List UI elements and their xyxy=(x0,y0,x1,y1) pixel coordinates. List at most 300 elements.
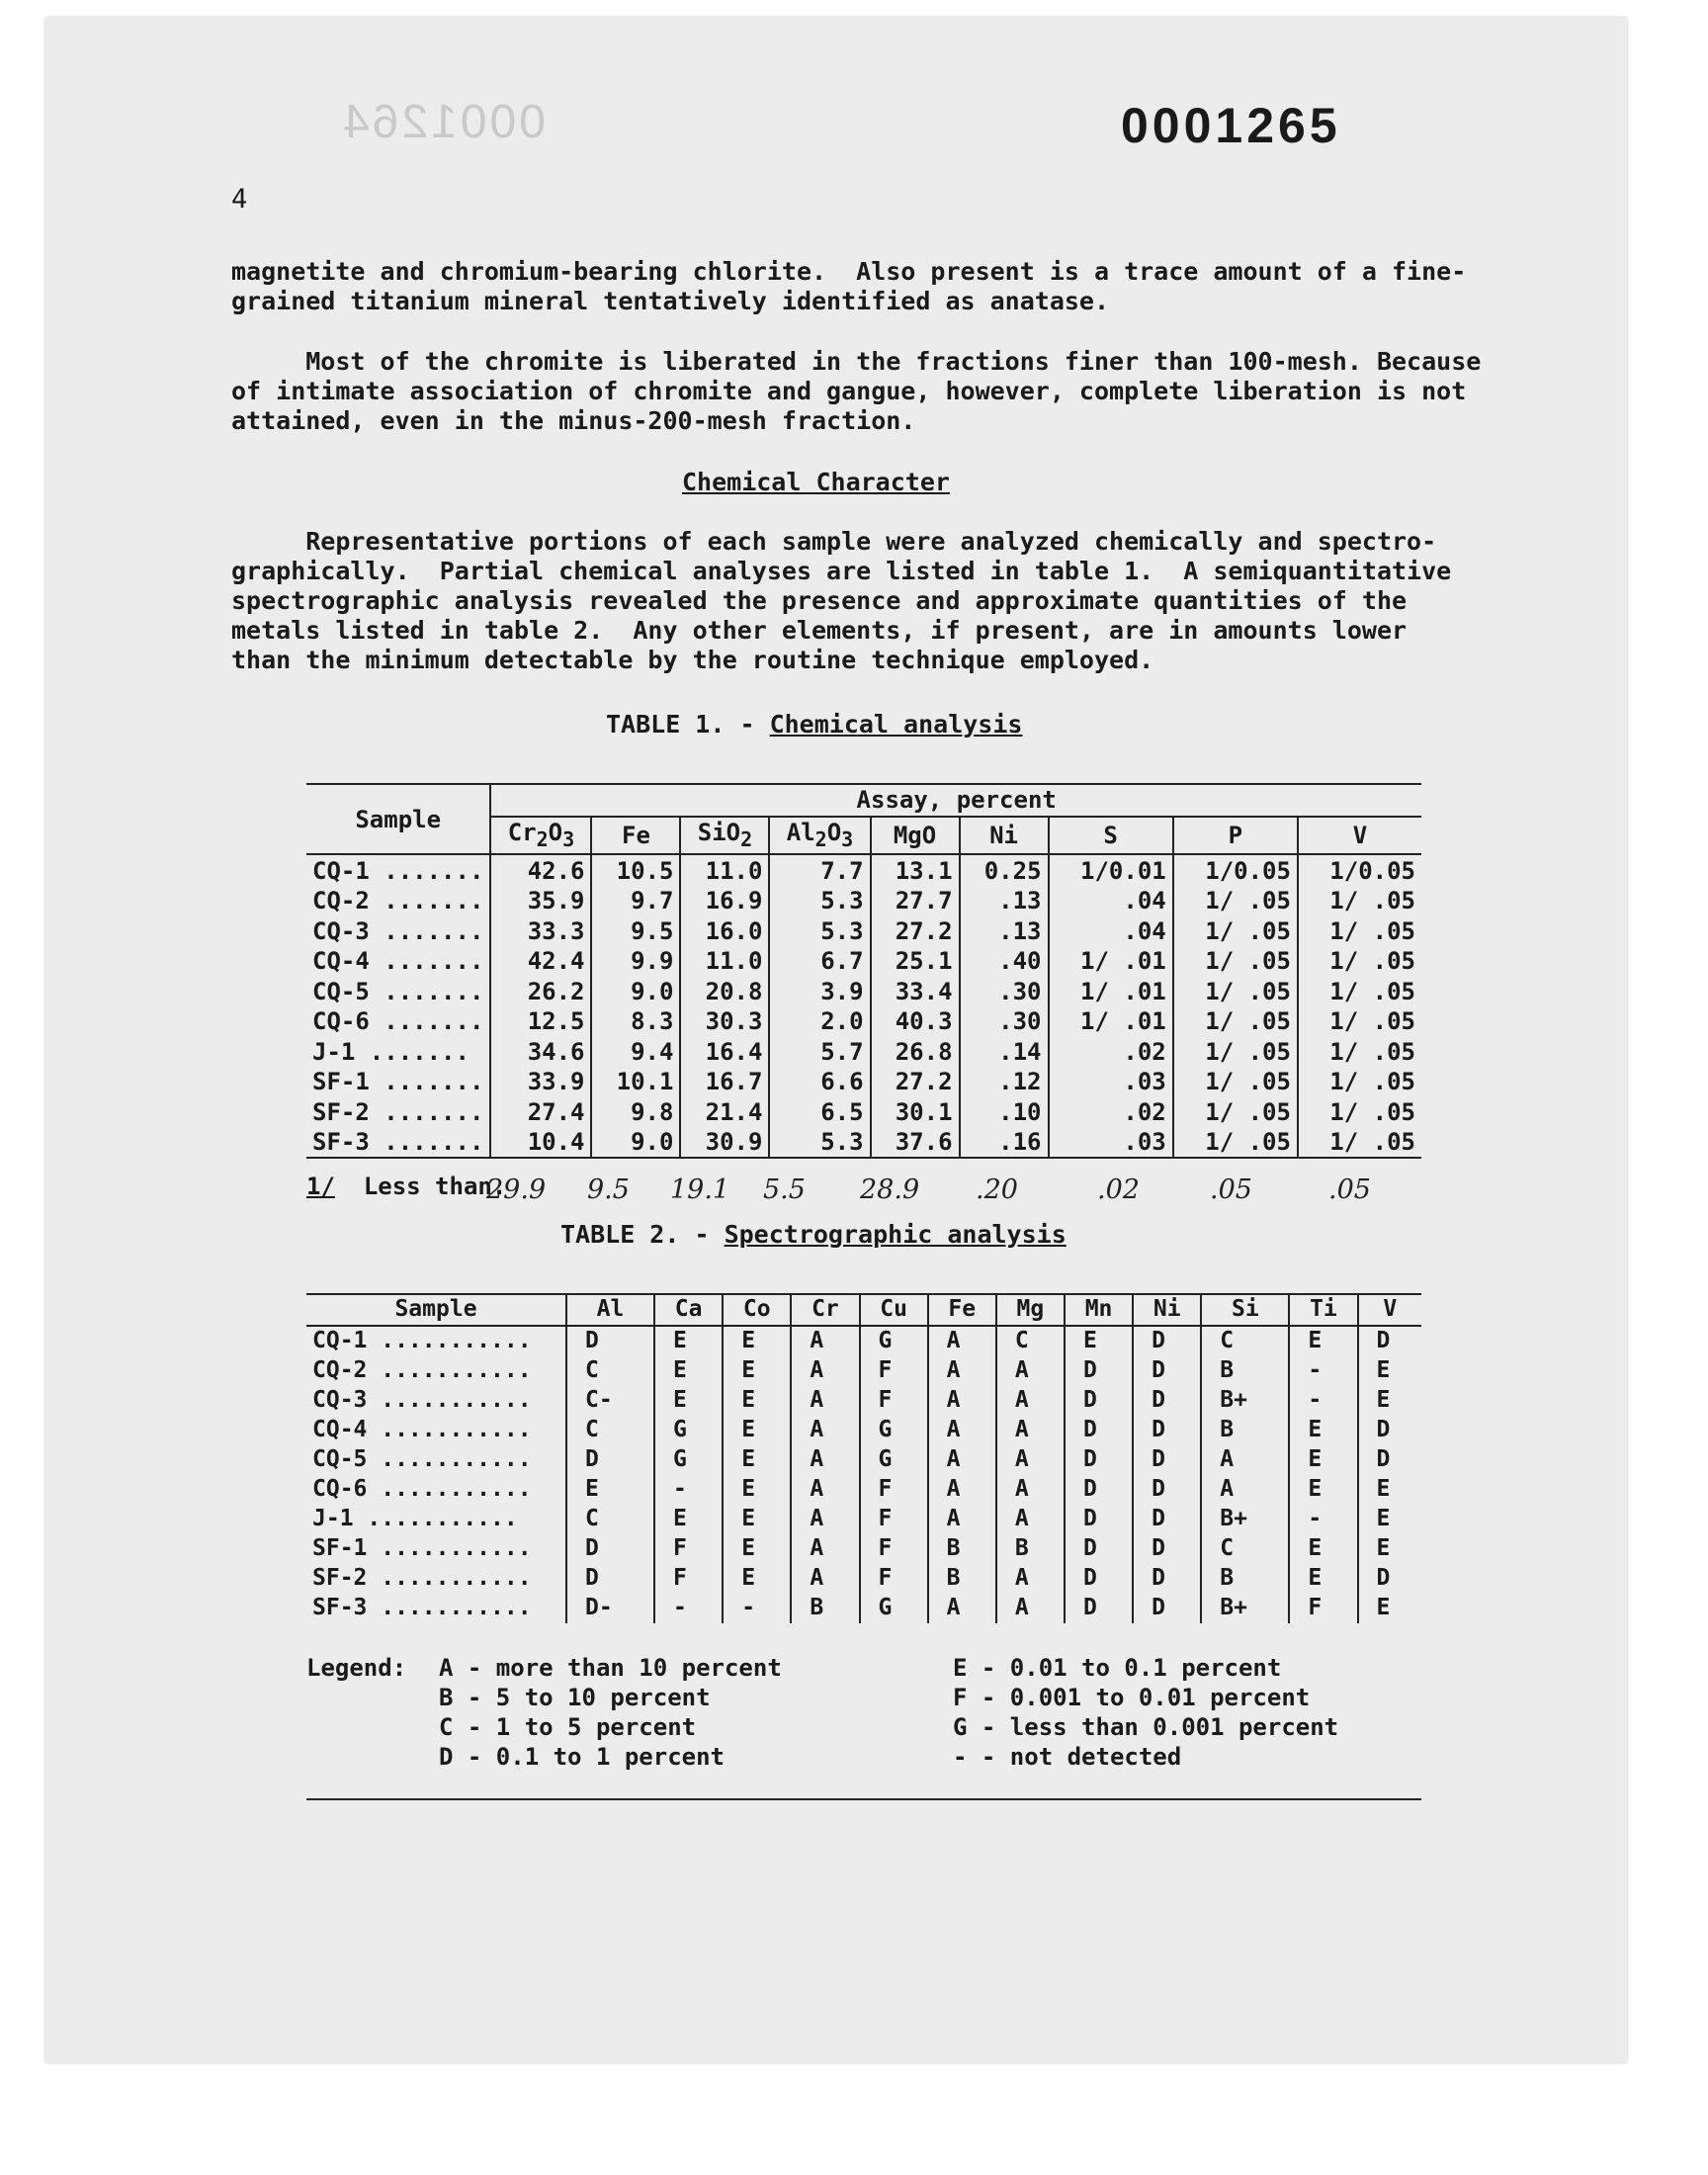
table-row xyxy=(306,1445,1421,1475)
grade-cell: A xyxy=(996,1505,1065,1534)
grade-cell: C xyxy=(566,1356,654,1386)
assay-cell: 1/ .05 xyxy=(1173,1127,1298,1159)
assay-cell: 10.1 xyxy=(591,1067,680,1097)
grade-cell: B xyxy=(1201,1564,1289,1594)
table-row xyxy=(306,1356,1421,1386)
text-line: graphically. Partial chemical analyses are listed in table 1. A semiquantitative xyxy=(231,557,1452,585)
grade-cell: B+ xyxy=(1201,1505,1289,1534)
column-header-cr: Cr xyxy=(791,1294,859,1326)
column-header-co: Co xyxy=(723,1294,791,1326)
grade-cell: - xyxy=(1289,1356,1357,1386)
page-number: 4 xyxy=(231,184,248,215)
assay-cell: 16.7 xyxy=(680,1067,769,1097)
assay-cell: 9.9 xyxy=(591,946,680,977)
table-row xyxy=(306,915,1421,946)
grade-cell: E xyxy=(1289,1475,1357,1505)
sample-cell: J-1 ........... xyxy=(312,1506,518,1532)
assay-cell: 30.9 xyxy=(680,1127,769,1159)
assay-cell: 9.4 xyxy=(591,1036,680,1067)
column-header-s: S xyxy=(1049,817,1173,855)
sample-cell: SF-1 ....... xyxy=(312,1068,484,1096)
grade-cell: - xyxy=(1289,1505,1357,1534)
column-header-ni: Ni xyxy=(960,817,1049,855)
grade-cell: B xyxy=(1201,1416,1289,1445)
grade-cell: G xyxy=(860,1326,928,1356)
assay-cell: 9.5 xyxy=(591,915,680,946)
assay-cell: 30.1 xyxy=(871,1096,960,1127)
grade-cell: D xyxy=(1358,1416,1422,1445)
table-row xyxy=(306,1326,1421,1356)
assay-cell: 5.7 xyxy=(769,1036,870,1067)
assay-cell: 11.0 xyxy=(680,946,769,977)
sample-cell: CQ-4 ........... xyxy=(312,1417,532,1443)
grade-cell: E xyxy=(723,1326,791,1356)
assay-cell: 10.4 xyxy=(490,1127,591,1159)
grade-cell: D xyxy=(1358,1445,1422,1475)
sample-cell: SF-3 ........... xyxy=(312,1595,532,1621)
grade-cell: E xyxy=(566,1475,654,1505)
table2-sample-header: Sample xyxy=(306,1294,566,1326)
grade-cell: A xyxy=(928,1416,996,1445)
grade-cell: D xyxy=(1065,1475,1133,1505)
assay-cell: 1/ .05 xyxy=(1173,946,1298,977)
grade-cell: E xyxy=(1289,1564,1357,1594)
grade-cell: E xyxy=(723,1356,791,1386)
assay-cell: 5.3 xyxy=(769,915,870,946)
assay-cell: 1/ .05 xyxy=(1173,976,1298,1006)
assay-cell: .12 xyxy=(960,1067,1049,1097)
assay-cell: 6.6 xyxy=(769,1067,870,1097)
assay-cell: 1/0.05 xyxy=(1173,854,1298,886)
grade-cell: E xyxy=(723,1534,791,1564)
assay-cell: 2.0 xyxy=(769,1006,870,1037)
assay-cell: 6.7 xyxy=(769,946,870,977)
grade-cell: E xyxy=(654,1326,723,1356)
grade-cell: - xyxy=(723,1594,791,1623)
grade-cell: G xyxy=(860,1594,928,1623)
table-row xyxy=(306,1036,1421,1067)
grade-cell: F xyxy=(860,1386,928,1416)
handwritten-total: 28.9 xyxy=(860,1174,920,1205)
column-header-p: P xyxy=(1173,817,1298,855)
table-row xyxy=(306,1475,1421,1505)
grade-cell: F xyxy=(860,1475,928,1505)
grade-cell: D xyxy=(1358,1326,1422,1356)
table1-body xyxy=(306,854,1421,1158)
grade-cell: F xyxy=(860,1505,928,1534)
grade-cell: E xyxy=(723,1475,791,1505)
grade-cell: B xyxy=(928,1534,996,1564)
assay-cell: 1/ .05 xyxy=(1173,1036,1298,1067)
grade-cell: C xyxy=(566,1416,654,1445)
paragraph-analysis xyxy=(231,527,1516,675)
table-row xyxy=(306,854,1421,886)
column-header-v: V xyxy=(1298,817,1421,855)
grade-cell: A xyxy=(928,1326,996,1356)
column-header-al2o3: $Al_2O_3$ xyxy=(769,817,870,855)
grade-cell: D xyxy=(1133,1416,1201,1445)
column-header-si: Si xyxy=(1201,1294,1289,1326)
table2-title-prefix: TABLE 2. - xyxy=(560,1220,725,1249)
grade-cell: C xyxy=(1201,1326,1289,1356)
assay-cell: 20.8 xyxy=(680,976,769,1006)
assay-cell: 8.3 xyxy=(591,1006,680,1037)
grade-cell: G xyxy=(654,1416,723,1445)
grade-cell: E xyxy=(1358,1356,1422,1386)
table-row xyxy=(306,1006,1421,1037)
grade-cell: A xyxy=(928,1594,996,1623)
assay-cell: 1/ .05 xyxy=(1298,886,1421,916)
assay-cell: 1/0.05 xyxy=(1298,854,1421,886)
grade-cell: D xyxy=(1133,1594,1201,1623)
grade-cell: D xyxy=(1133,1534,1201,1564)
grade-cell: D xyxy=(1133,1386,1201,1416)
grade-cell: F xyxy=(860,1356,928,1386)
sample-cell: CQ-5 ....... xyxy=(312,977,484,1005)
legend-label: Legend: xyxy=(306,1654,407,1682)
assay-cell: 1/ .05 xyxy=(1298,1096,1421,1127)
assay-cell: 33.4 xyxy=(871,976,960,1006)
grade-cell: E xyxy=(723,1386,791,1416)
handwritten-total: .05 xyxy=(1328,1174,1371,1205)
table2-title xyxy=(560,1220,1067,1249)
legend-item: E - 0.01 to 0.1 percent xyxy=(953,1654,1282,1682)
assay-cell: 40.3 xyxy=(871,1006,960,1037)
legend-column-left xyxy=(439,1653,782,1772)
grade-cell: A xyxy=(928,1356,996,1386)
assay-cell: 9.8 xyxy=(591,1096,680,1127)
column-header-mgo: MgO xyxy=(871,817,960,855)
grade-cell: F xyxy=(654,1534,723,1564)
table2-header-row xyxy=(306,1294,1421,1326)
grade-cell: A xyxy=(791,1326,859,1356)
grade-cell: A xyxy=(791,1445,859,1475)
grade-cell: A xyxy=(928,1475,996,1505)
grade-cell: D xyxy=(1065,1534,1133,1564)
assay-cell: 25.1 xyxy=(871,946,960,977)
grade-cell: D xyxy=(1065,1386,1133,1416)
grade-cell: E xyxy=(1358,1505,1422,1534)
grade-cell: F xyxy=(860,1534,928,1564)
text-line: Representative portions of each sample were analyzed chemically and spectro- xyxy=(231,527,1437,556)
grade-cell: D xyxy=(1065,1594,1133,1623)
assay-cell: 5.3 xyxy=(769,886,870,916)
grade-cell: A xyxy=(791,1505,859,1534)
table1-title-text: Chemical analysis xyxy=(769,710,1023,739)
assay-cell: 26.8 xyxy=(871,1036,960,1067)
grade-cell: D xyxy=(1133,1445,1201,1475)
grade-cell: E xyxy=(654,1356,723,1386)
sample-cell: SF-3 ....... xyxy=(312,1128,484,1157)
text-line: magnetite and chromium-bearing chlorite. Also present is a trace amount of a fine- xyxy=(231,257,1467,286)
grade-cell: E xyxy=(1358,1386,1422,1416)
assay-cell: 1/ .01 xyxy=(1049,976,1173,1006)
assay-cell: 5.3 xyxy=(769,1127,870,1159)
grade-cell: B xyxy=(1201,1356,1289,1386)
column-header-cr2o3: $Cr_2O_3$ xyxy=(490,817,591,855)
grade-cell: D xyxy=(1065,1445,1133,1475)
sample-cell: CQ-2 ....... xyxy=(312,887,484,915)
grade-cell: E xyxy=(723,1505,791,1534)
column-header-ti: Ti xyxy=(1289,1294,1357,1326)
grade-cell: E xyxy=(1065,1326,1133,1356)
text-line: attained, even in the minus-200-mesh fraction. xyxy=(231,406,916,435)
sample-cell: SF-1 ........... xyxy=(312,1535,532,1562)
sample-cell: CQ-2 ........... xyxy=(312,1357,532,1384)
footnote-mark: 1/ xyxy=(306,1173,335,1200)
assay-cell: 12.5 xyxy=(490,1006,591,1037)
sample-cell: J-1 ....... xyxy=(312,1037,470,1066)
column-header-mg: Mg xyxy=(996,1294,1065,1326)
grade-cell: D xyxy=(1133,1475,1201,1505)
sample-cell: CQ-1 ....... xyxy=(312,856,484,885)
text-line: grained titanium mineral tentatively identified as anatase. xyxy=(231,287,1110,315)
sample-cell: CQ-4 ....... xyxy=(312,947,484,976)
grade-cell: E xyxy=(1358,1475,1422,1505)
sample-cell: CQ-3 ....... xyxy=(312,916,484,945)
grade-cell: E xyxy=(1289,1534,1357,1564)
grade-cell: D xyxy=(566,1564,654,1594)
table-row xyxy=(306,1534,1421,1564)
grade-cell: G xyxy=(860,1445,928,1475)
assay-cell: 0.25 xyxy=(960,854,1049,886)
grade-cell: D xyxy=(1133,1356,1201,1386)
text-line: Most of the chromite is liberated in the fractions finer than 100-mesh. Because xyxy=(231,347,1482,376)
table1-group-header: Assay, percent xyxy=(490,784,1421,817)
assay-cell: 27.2 xyxy=(871,915,960,946)
column-header-al: Al xyxy=(566,1294,654,1326)
grade-cell: A xyxy=(791,1534,859,1564)
assay-cell: 10.5 xyxy=(591,854,680,886)
grade-cell: B xyxy=(791,1594,859,1623)
table-row xyxy=(306,1127,1421,1159)
paragraph-liberation xyxy=(231,347,1516,436)
grade-cell: A xyxy=(791,1416,859,1445)
scanned-page xyxy=(45,18,1627,2062)
table2-bottom-rule xyxy=(306,1798,1421,1800)
handwritten-total: .02 xyxy=(1097,1174,1140,1205)
assay-cell: 30.3 xyxy=(680,1006,769,1037)
legend-item: G - less than 0.001 percent xyxy=(953,1713,1339,1741)
assay-cell: .02 xyxy=(1049,1036,1173,1067)
assay-cell: 27.7 xyxy=(871,886,960,916)
assay-cell: 21.4 xyxy=(680,1096,769,1127)
column-header-v: V xyxy=(1358,1294,1422,1326)
grade-cell: C- xyxy=(566,1386,654,1416)
grade-cell: E xyxy=(1358,1594,1422,1623)
assay-cell: 6.5 xyxy=(769,1096,870,1127)
sample-cell: CQ-3 ........... xyxy=(312,1387,532,1414)
grade-cell: A xyxy=(928,1386,996,1416)
grade-cell: C xyxy=(996,1326,1065,1356)
assay-cell: 11.0 xyxy=(680,854,769,886)
legend-column-right xyxy=(953,1653,1338,1772)
assay-cell: 1/ .05 xyxy=(1173,1067,1298,1097)
sample-cell: CQ-6 ....... xyxy=(312,1007,484,1036)
handwritten-total: 29.9 xyxy=(486,1174,547,1205)
column-header-cu: Cu xyxy=(860,1294,928,1326)
assay-cell: .30 xyxy=(960,976,1049,1006)
assay-cell: 1/ .05 xyxy=(1298,1036,1421,1067)
sample-cell: SF-2 ....... xyxy=(312,1097,484,1126)
assay-cell: 1/ .05 xyxy=(1298,915,1421,946)
grade-cell: C xyxy=(566,1505,654,1534)
table2-title-text: Spectrographic analysis xyxy=(724,1220,1067,1249)
grade-cell: B+ xyxy=(1201,1594,1289,1623)
column-header-fe: Fe xyxy=(928,1294,996,1326)
table1-title-prefix: TABLE 1. - xyxy=(606,710,770,739)
assay-cell: 1/ .01 xyxy=(1049,946,1173,977)
sample-cell: SF-2 ........... xyxy=(312,1565,532,1592)
grade-cell: B xyxy=(928,1564,996,1594)
handwritten-total: .05 xyxy=(1210,1174,1252,1205)
table-row xyxy=(306,1564,1421,1594)
table-row xyxy=(306,1386,1421,1416)
table-row xyxy=(306,946,1421,977)
legend-item: D - 0.1 to 1 percent xyxy=(439,1743,725,1771)
assay-cell: .04 xyxy=(1049,915,1173,946)
assay-cell: 16.0 xyxy=(680,915,769,946)
grade-cell: A xyxy=(791,1356,859,1386)
assay-cell: 26.2 xyxy=(490,976,591,1006)
text-line: metals listed in table 2. Any other elements, if present, are in amounts lower xyxy=(231,616,1408,645)
table-row xyxy=(306,1096,1421,1127)
grade-cell: A xyxy=(1201,1475,1289,1505)
grade-cell: D xyxy=(566,1534,654,1564)
assay-cell: 16.9 xyxy=(680,886,769,916)
grade-cell: C xyxy=(1201,1534,1289,1564)
grade-cell: A xyxy=(996,1416,1065,1445)
assay-cell: .16 xyxy=(960,1127,1049,1159)
assay-cell: .13 xyxy=(960,915,1049,946)
grade-cell: A xyxy=(996,1564,1065,1594)
text-line: spectrographic analysis revealed the presence and approximate quantities of the xyxy=(231,586,1408,615)
grade-cell: B xyxy=(996,1534,1065,1564)
grade-cell: F xyxy=(860,1564,928,1594)
assay-cell: 1/ .05 xyxy=(1298,1006,1421,1037)
legend-item: F - 0.001 to 0.01 percent xyxy=(953,1684,1311,1711)
handwritten-total: 9.5 xyxy=(587,1174,630,1205)
assay-cell: 9.0 xyxy=(591,1127,680,1159)
grade-cell: A xyxy=(928,1445,996,1475)
grade-cell: D xyxy=(1065,1564,1133,1594)
legend-item: A - more than 10 percent xyxy=(439,1654,782,1682)
assay-cell: 42.4 xyxy=(490,946,591,977)
grade-cell: A xyxy=(791,1386,859,1416)
assay-cell: 1/ .05 xyxy=(1173,915,1298,946)
grade-cell: E xyxy=(723,1416,791,1445)
legend-item: C - 1 to 5 percent xyxy=(439,1713,697,1741)
table-row xyxy=(306,1416,1421,1445)
grade-cell: G xyxy=(654,1445,723,1475)
handwritten-total: .20 xyxy=(976,1174,1018,1205)
grade-cell: - xyxy=(654,1594,723,1623)
assay-cell: .03 xyxy=(1049,1067,1173,1097)
grade-cell: D xyxy=(1358,1564,1422,1594)
table1-title xyxy=(606,710,1022,739)
table2-body xyxy=(306,1326,1421,1623)
column-header-ca: Ca xyxy=(654,1294,723,1326)
assay-cell: 1/ .05 xyxy=(1173,1096,1298,1127)
chemical-analysis-table xyxy=(306,783,1421,1159)
grade-cell: A xyxy=(1201,1445,1289,1475)
assay-cell: 3.9 xyxy=(769,976,870,1006)
document-id-stamp: 0001265 xyxy=(1121,98,1341,153)
assay-cell: 42.6 xyxy=(490,854,591,886)
grade-cell: D xyxy=(1065,1416,1133,1445)
assay-cell: .40 xyxy=(960,946,1049,977)
grade-cell: E xyxy=(723,1564,791,1594)
grade-cell: E xyxy=(1289,1326,1357,1356)
assay-cell: .30 xyxy=(960,1006,1049,1037)
assay-cell: 27.2 xyxy=(871,1067,960,1097)
grade-cell: D- xyxy=(566,1594,654,1623)
legend-item: - - not detected xyxy=(953,1743,1182,1771)
grade-cell: A xyxy=(928,1505,996,1534)
text-line: than the minimum detectable by the routine technique employed. xyxy=(231,646,1154,674)
grade-cell: - xyxy=(1289,1386,1357,1416)
grade-cell: G xyxy=(860,1416,928,1445)
assay-cell: 9.7 xyxy=(591,886,680,916)
assay-cell: 7.7 xyxy=(769,854,870,886)
column-header-mn: Mn xyxy=(1065,1294,1133,1326)
grade-cell: D xyxy=(1133,1505,1201,1534)
assay-cell: .02 xyxy=(1049,1096,1173,1127)
column-header-ni: Ni xyxy=(1133,1294,1201,1326)
paragraph-mineralogy xyxy=(231,257,1516,316)
assay-cell: 27.4 xyxy=(490,1096,591,1127)
grade-cell: A xyxy=(996,1386,1065,1416)
assay-cell: .13 xyxy=(960,886,1049,916)
grade-cell: D xyxy=(1133,1564,1201,1594)
table-row xyxy=(306,886,1421,916)
table-row xyxy=(306,1067,1421,1097)
grade-cell: B+ xyxy=(1201,1386,1289,1416)
assay-cell: 33.3 xyxy=(490,915,591,946)
assay-cell: .04 xyxy=(1049,886,1173,916)
grade-cell: E xyxy=(1358,1534,1422,1564)
grade-cell: F xyxy=(654,1564,723,1594)
sample-cell: CQ-6 ........... xyxy=(312,1476,532,1503)
doc-id-bleed-through: 0001264 xyxy=(340,96,546,148)
grade-cell: F xyxy=(1289,1594,1357,1623)
assay-cell: 1/ .05 xyxy=(1173,886,1298,916)
assay-cell: .03 xyxy=(1049,1127,1173,1159)
section-heading: Chemical Character xyxy=(682,468,950,496)
assay-cell: 1/ .05 xyxy=(1173,1006,1298,1037)
assay-cell: 1/ .05 xyxy=(1298,1127,1421,1159)
grade-cell: E xyxy=(1289,1445,1357,1475)
assay-cell: 35.9 xyxy=(490,886,591,916)
assay-cell: .10 xyxy=(960,1096,1049,1127)
grade-cell: E xyxy=(654,1505,723,1534)
assay-cell: 1/0.01 xyxy=(1049,854,1173,886)
table1-footnote xyxy=(306,1173,506,1200)
grade-cell: D xyxy=(1065,1356,1133,1386)
text-line: of intimate association of chromite and gangue, however, complete liberation is not xyxy=(231,377,1467,405)
grade-cell: A xyxy=(996,1594,1065,1623)
table-row xyxy=(306,1505,1421,1534)
assay-cell: 37.6 xyxy=(871,1127,960,1159)
assay-cell: 1/ .01 xyxy=(1049,1006,1173,1037)
assay-cell: .14 xyxy=(960,1036,1049,1067)
grade-cell: D xyxy=(566,1445,654,1475)
footnote-text: Less than. xyxy=(363,1173,507,1200)
legend-item: B - 5 to 10 percent xyxy=(439,1684,711,1711)
sample-cell: CQ-5 ........... xyxy=(312,1446,532,1473)
assay-cell: 13.1 xyxy=(871,854,960,886)
assay-cell: 1/ .05 xyxy=(1298,976,1421,1006)
